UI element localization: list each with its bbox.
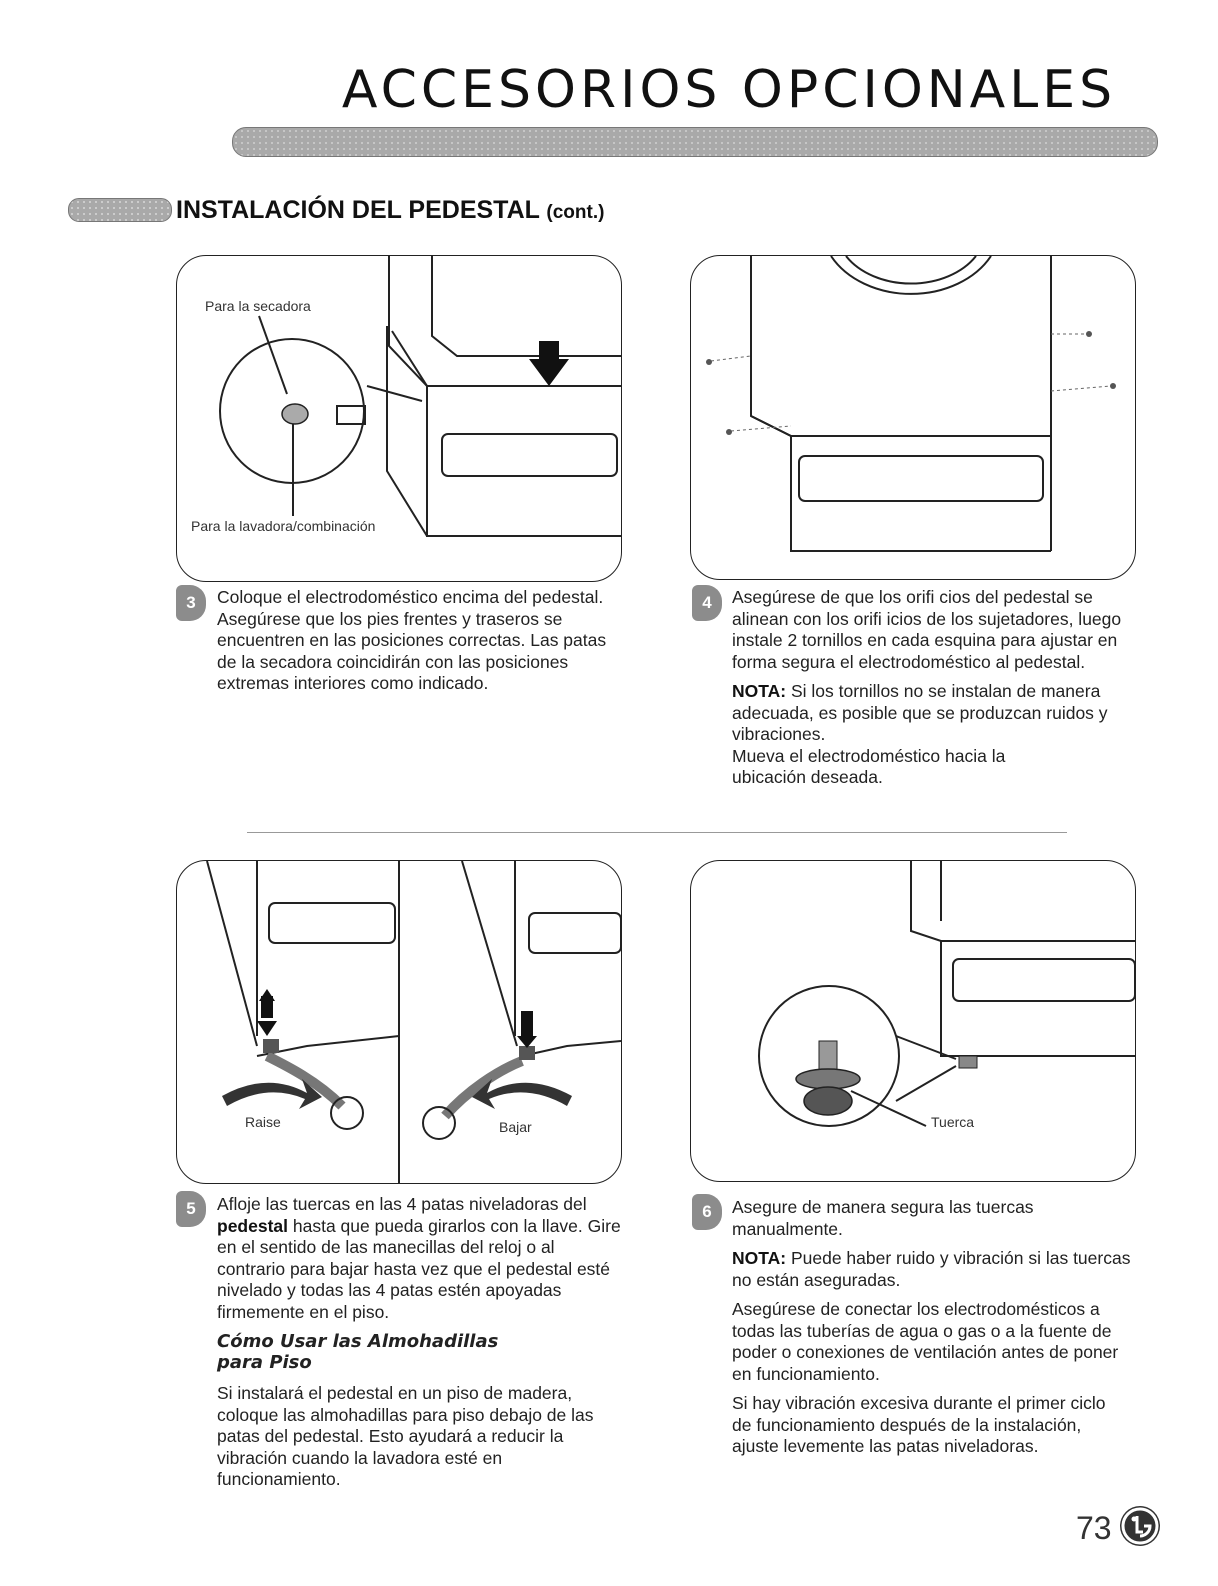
page-number: 73 [1076, 1510, 1112, 1546]
section-cont: (cont.) [546, 202, 605, 223]
step5-paragraph-2: Si instalará el pedestal en un piso de madera, coloque las almohadillas para piso debajo de las patas del pedestal. Esto ayudará a reducir la vibración cuando la lavadora esté en funcionamiento. [217, 1383, 594, 1489]
rotate-arrow-right-icon [472, 1079, 572, 1109]
section-title: INSTALACIÓN DEL PEDESTAL [176, 196, 540, 224]
callout-dryer: Para la secadora [205, 298, 311, 314]
step4-extra: Mueva el electrodoméstico hacia la ubicación deseada. [732, 745, 1006, 787]
step4-illustration [690, 255, 1136, 580]
step5-text-bold: pedestal [217, 1215, 288, 1236]
step4-note-label: NOTA: [732, 681, 787, 701]
page-title: ACCESORIOS OPCIONALES [341, 60, 1117, 120]
step4-text [732, 587, 1132, 797]
section-heading [176, 196, 604, 225]
section-divider [247, 832, 1067, 833]
step6-paragraph: Asegure de manera segura las tuercas manualmente. [732, 1197, 1034, 1239]
step6-paragraph-2: Asegúrese de conectar los electrodomésticos a todas las tuberías de agua o gas o a la fuente de poder o conexiones de ventilación antes de poner en funcionamiento. [732, 1299, 1119, 1384]
screw-icons [706, 331, 1116, 435]
step5-text-post: hasta que pueda girarlos con la llave. Gire en el sentido de las manecillas del reloj o al contrario para bajar hasta vez que el pedestal esté nivelado y todas las 4 patas estén apoyadas firmemente en el piso. [217, 1215, 621, 1322]
rotate-arrow-left-icon [222, 1079, 322, 1109]
step6-note-label: NOTA: [732, 1248, 787, 1268]
lg-logo-graphic [1120, 1506, 1160, 1546]
step4-note [732, 681, 1132, 746]
callout-washer: Para la lavadora/combinación [191, 518, 376, 534]
nut-icon [796, 1069, 860, 1089]
leveling-bolt [819, 1041, 837, 1071]
step6-text [732, 1197, 1132, 1466]
step5-drawing [177, 861, 621, 1183]
step-badge-6: 6 [692, 1194, 722, 1230]
step-badge-4: 4 [692, 585, 722, 621]
step5-paragraph [217, 1194, 622, 1323]
step5-illustration [176, 860, 622, 1184]
section-pill-decoration [68, 198, 172, 222]
step4-paragraph: Asegúrese de que los orifi cios del pedestal se alinean con los orifi icios de los sujetadores, luego instale 2 tornillos en cada esquina para ajustar en forma segura el electrodoméstico al pedestal. [732, 587, 1122, 672]
step3-text [217, 587, 617, 703]
step4-drawing [691, 256, 1135, 579]
step6-illustration [690, 860, 1136, 1182]
callout-nut: Tuerca [931, 1114, 975, 1130]
step6-note-text: Puede haber ruido y vibración si las tuercas no están aseguradas. [732, 1248, 1131, 1290]
callout-lower: Bajar [499, 1119, 532, 1135]
step4-note-text: Si los tornillos no se instalan de manera adecuada, es posible que se produzcan ruidos y vibraciones. [732, 681, 1108, 744]
step6-drawing [691, 861, 1135, 1181]
title-bar-decoration [232, 127, 1158, 157]
step-badge-3: 3 [176, 585, 206, 621]
step5-text-pre: Afloje las tuercas en las 4 patas niveladoras del [217, 1194, 587, 1214]
step5-text [217, 1194, 622, 1499]
foot-marker [282, 404, 308, 424]
step-badge-5: 5 [176, 1191, 206, 1227]
callout-raise: Raise [245, 1114, 281, 1130]
lg-logo-icon [1120, 1506, 1160, 1546]
raise-arrow-icon [259, 989, 275, 1001]
down-arrow-icon [529, 341, 569, 386]
step3-illustration [176, 255, 622, 582]
step6-note [732, 1248, 1132, 1291]
floor-pads-subheading: Cómo Usar las Almohadillas para Piso [217, 1331, 499, 1373]
step6-paragraph-3: Si hay vibración excesiva durante el primer ciclo de funcionamiento después de la instalación, ajuste levemente las patas niveladoras. [732, 1393, 1106, 1456]
step3-paragraph: Coloque el electrodoméstico encima del pedestal. Asegúrese que los pies frentes y traseros se encuentren en las posiciones correctas. Las patas de la secadora coincidirán con las posiciones extremas interiores como indicado. [217, 587, 607, 693]
